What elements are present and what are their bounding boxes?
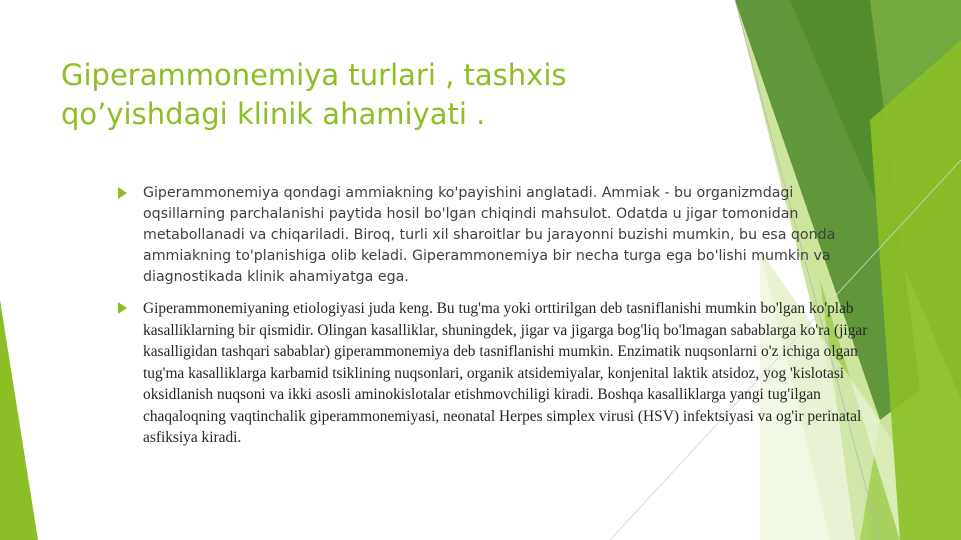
- bullet-list: [118, 183, 868, 449]
- slide-title: Giperammonemiya turlari , tashxis qo’yishdagi klinik ahamiyati .: [61, 58, 567, 131]
- bullet-text: Giperammonemiya qondagi ammiakning ko'payishini anglatadi. Ammiak - bu organizmdagi oqsillarning parchalanishi paytida hosil bo'lgan chiqindi mahsulot. Odatda u jigar tomonidan metabollanadi va chiqariladi. Biroq, turli xil sharoitlar bu jarayonni buzishi mumkin, bu esa qonda ammiakning to'planishiga olib keladi. Giperammonemiya bir necha turga ega bo'lishi mumkin va diagnostikada klinik ahamiyatga ega.: [143, 185, 836, 285]
- bullet-item: [118, 183, 868, 288]
- left-edge-wedge: [0, 300, 38, 540]
- bullet-text: Giperammonemiyaning etiologiyasi juda keng. Bu tug'ma yoki orttirilgan deb tasniflanishi mumkin bo'lgan ko'plab kasalliklarning bir qismidir. Olingan kasalliklar, shuningdek, jigar va jigarga bog'liq bo'lmagan sabablarga ko'ra (jigar kasalligidan tashqari sabablar) giperammonemiya deb tasniflanishi mumkin. Enzimatik nuqsonlarni o'z ichiga olgan tug'ma kasalliklarga karbamid tsiklining nuqsonlari, organik atsidemiyalar, konjenital laktik atsidoz, yog 'kislotasi oksidlanish nuqsoni va ikki asosli aminokislotalar etishmovchiligi kiradi. Boshqa kasalliklarga yangi tug'ilgan chaqaloqning vaqtinchalik giperammonemiyasi, neonatal Herpes simplex virusi (HSV) infektsiyasi va og'ir perinatal asfiksiya kiradi.: [143, 300, 868, 446]
- triangle-bullet-icon: [118, 187, 127, 199]
- bullet-item: [118, 298, 868, 449]
- triangle-bullet-icon: [118, 302, 127, 314]
